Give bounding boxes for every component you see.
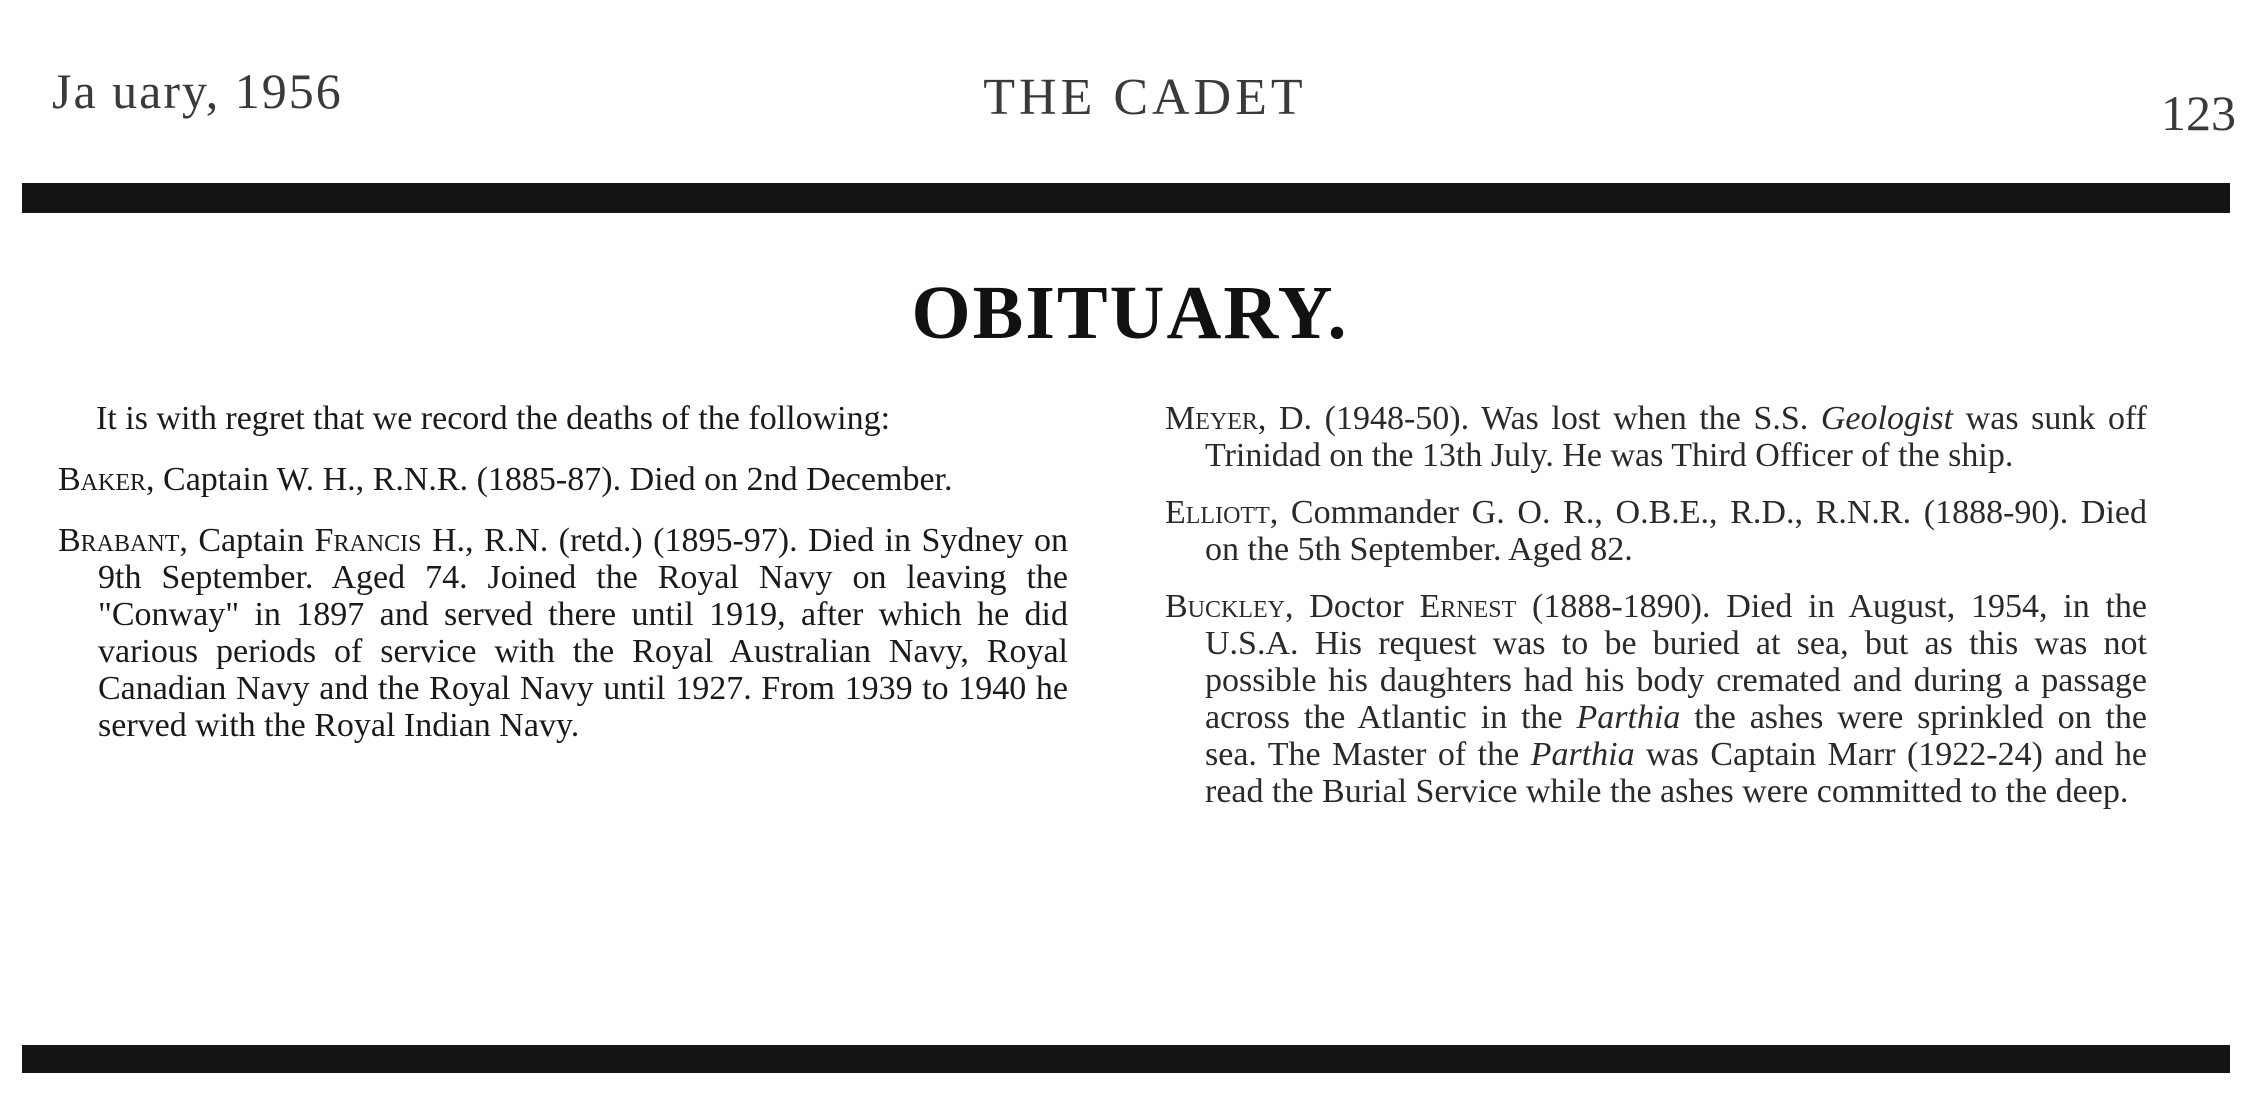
entry-honours: R.N. — [483, 522, 549, 559]
entry-honours: O.B.E., R.D., R.N.R. — [1615, 494, 1912, 531]
entry-surname: Buckley — [1165, 588, 1286, 625]
ship-name: Parthia — [1576, 699, 1681, 736]
obituary-entry-meyer — [1165, 400, 2147, 474]
obituary-entry-buckley — [1165, 588, 2147, 810]
intro-paragraph: It is with regret that we record the deaths of the following: — [96, 400, 891, 437]
entry-body: (1888-1890). Died in August, 1954, in the U.S.A. His request was to be buried at sea, but as this was not possible his daughters had his body cremated and during a passage across the Atlantic in the — [1205, 588, 2148, 736]
ship-name: Parthia — [1530, 736, 1635, 773]
entry-name: , Doctor — [1285, 588, 1420, 625]
obituary-entry-baker — [58, 461, 1068, 498]
entry-surname: Baker — [58, 461, 147, 498]
entry-body-cont: the ashes were sprinkled on the sea. The Master of the — [1205, 699, 2147, 773]
top-rule — [22, 183, 2230, 213]
ship-name: Geologist — [1820, 400, 1954, 437]
right-column — [1165, 400, 2147, 830]
left-column — [58, 400, 1068, 768]
entry-honours: R.N.R. — [372, 461, 469, 498]
bottom-rule — [22, 1045, 2230, 1073]
entry-body-cont: was sunk off Trinidad on the 13th July. He was Third Officer of the ship. — [1205, 400, 2147, 474]
entry-surname: Elliott — [1165, 494, 1270, 531]
entry-name: , Captain — [179, 522, 315, 559]
entry-name: , Captain W. H., — [146, 461, 373, 498]
issue-date: Ja uary, 1956 — [52, 63, 343, 119]
entry-name-initial: H., — [421, 522, 484, 559]
entry-body: (1888-90). Died on the 5th September. Aged 82. — [1205, 494, 2148, 568]
entry-name: , Commander G. O. R., — [1269, 494, 1616, 531]
entry-surname: Meyer — [1165, 400, 1258, 437]
page-number: 123 — [2161, 85, 2236, 141]
entry-surname: Brabant — [58, 522, 180, 559]
entry-body: (retd.) (1895-97). Died in Sydney on 9th September. Aged 74. Joined the Royal Navy on leaving the "Conway" in 1897 and served there until 1919, after which he did various periods of service with the Royal Australian Navy, Royal Canadian Navy and the Royal Navy until 1927. From 1939 to 1940 he served with the Royal Indian Navy. — [98, 522, 1068, 744]
entry-body: , D. (1948-50). Was lost when the S.S. — [1257, 400, 1821, 437]
obituary-entry-elliott — [1165, 494, 2147, 568]
section-title: OBITUARY. — [911, 271, 1349, 355]
entry-body: (1885-87). Died on 2nd December. — [468, 461, 953, 498]
entry-forename: Francis — [314, 522, 422, 559]
entry-body-end: was Captain Marr (1922-24) and he read the Burial Service while the ashes were committed to the deep. — [1205, 736, 2147, 810]
entry-forename: Ernest — [1419, 588, 1517, 625]
publication-title: THE CADET — [983, 69, 1307, 126]
obituary-entry-brabant — [58, 522, 1068, 744]
